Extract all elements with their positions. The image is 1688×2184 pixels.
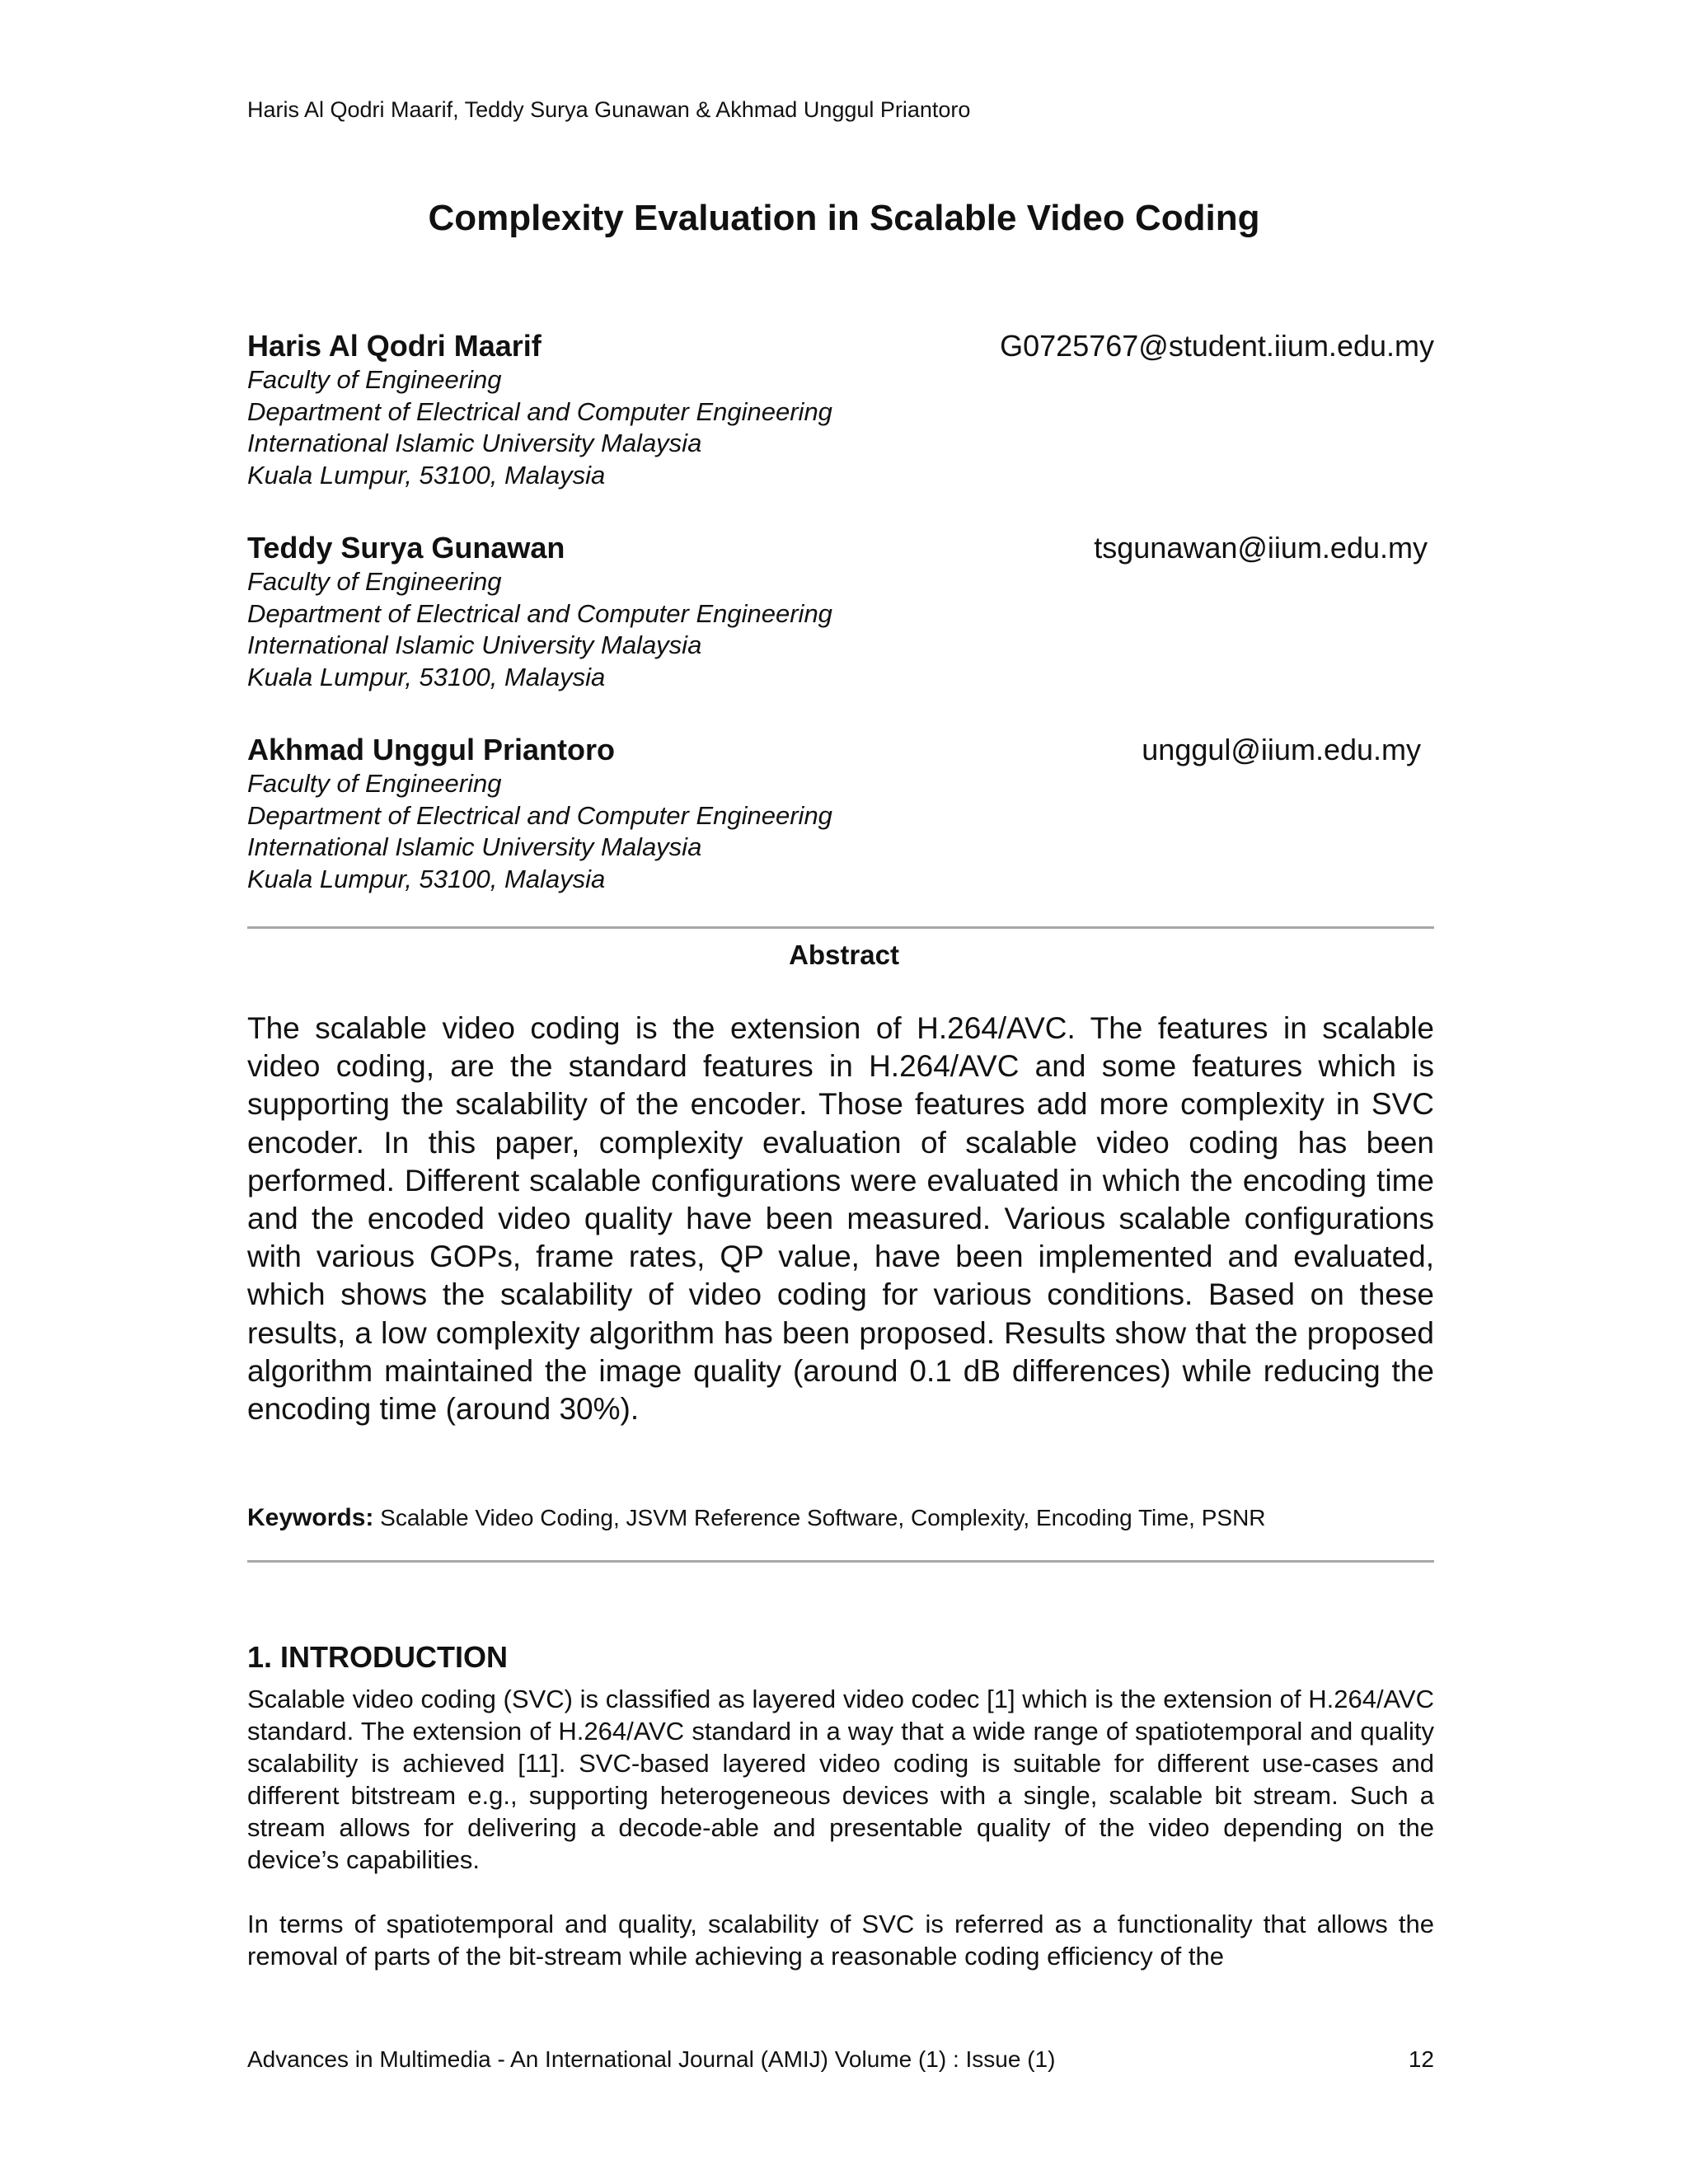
abstract-text: The scalable video coding is the extension of H.264/AVC. The features in scalable video coding, are the standard features in H.264/AVC and some features which is supporting the scalability of the encoder. Those features add more complexity in SVC encoder. In this paper, complexity evaluation of scalable video coding has been performed. Different scalable configurations were evaluated in which the encoding time and the encoded video quality have been measured. Various scalable configurations with various GOPs, frame rates, QP value, have been implemented and evaluated, which shows the scalability of video coding for various conditions. Based on these results, a low complexity algorithm has been proposed. Results show that the proposed algorithm maintained the image quality (around 0.1 dB differences) while reducing the encoding time (around 30%). <box>247 1011 1434 1427</box>
abstract-heading: Abstract <box>789 940 899 970</box>
footer <box>247 2046 1434 2073</box>
paper-title: Complexity Evaluation in Scalable Video Coding <box>428 198 1260 238</box>
affiliation-line: Department of Electrical and Computer Engineering <box>247 598 832 628</box>
affiliation-line: Faculty of Engineering <box>247 769 502 798</box>
journal-citation: Advances in Multimedia - An International Journal (AMIJ) Volume (1) : Issue (1) <box>247 2046 1056 2072</box>
keywords <box>247 1504 1434 1532</box>
author-name: Akhmad Unggul Priantoro <box>247 733 616 766</box>
author-email: G0725767@student.iium.edu.my <box>1000 329 1434 363</box>
author-name: Haris Al Qodri Maarif <box>247 329 542 363</box>
section-heading: 1. INTRODUCTION <box>247 1640 509 1674</box>
affiliation-line: Faculty of Engineering <box>247 365 502 394</box>
author-email: unggul@iium.edu.my <box>1142 733 1421 766</box>
affiliation-line: Kuala Lumpur, 53100, Malaysia <box>247 662 606 691</box>
keywords-text: Scalable Video Coding, JSVM Reference Software, Complexity, Encoding Time, PSNR <box>380 1505 1266 1530</box>
affiliation-line: Department of Electrical and Computer Engineering <box>247 800 832 830</box>
page-number: 12 <box>1408 2046 1434 2072</box>
affiliation-line: International Islamic University Malaysia <box>247 429 702 457</box>
affiliation-line: Faculty of Engineering <box>247 567 502 596</box>
author-email: tsgunawan@iium.edu.my <box>1094 531 1428 565</box>
paragraph: Scalable video coding (SVC) is classified as layered video codec [1] which is the extension of H.264/AVC standard. The extension of H.264/AVC standard in a way that a wide range of spatiotemporal and quality scalability is achieved [11]. SVC-based layered video coding is suitable for different use-cases and different bitstream e.g., supporting heterogeneous devices with a single, scalable bit stream. Such a stream allows for delivering a decode-able and presentable quality of the video depending on the device’s capabilities. <box>247 1685 1434 1874</box>
affiliation-line: Department of Electrical and Computer Engineering <box>247 396 832 426</box>
author-block <box>247 732 1434 895</box>
affiliation-line: Kuala Lumpur, 53100, Malaysia <box>247 460 606 490</box>
keywords-label: Keywords: <box>247 1504 374 1531</box>
paragraph: In terms of spatiotemporal and quality, scalability of SVC is referred as a functionality that allows the removal of parts of the bit-stream while achieving a reasonable coding efficiency of the <box>247 1910 1434 1971</box>
author-name: Teddy Surya Gunawan <box>247 531 565 565</box>
author-block <box>247 530 1434 693</box>
affiliation-line: International Islamic University Malaysia <box>247 832 702 861</box>
running-head: Haris Al Qodri Maarif, Teddy Surya Gunawan & Akhmad Unggul Priantoro <box>247 97 971 122</box>
author-block <box>247 328 1434 491</box>
divider <box>247 926 1434 929</box>
affiliation-line: International Islamic University Malaysia <box>247 630 702 659</box>
divider <box>247 1560 1434 1563</box>
affiliation-line: Kuala Lumpur, 53100, Malaysia <box>247 864 606 893</box>
